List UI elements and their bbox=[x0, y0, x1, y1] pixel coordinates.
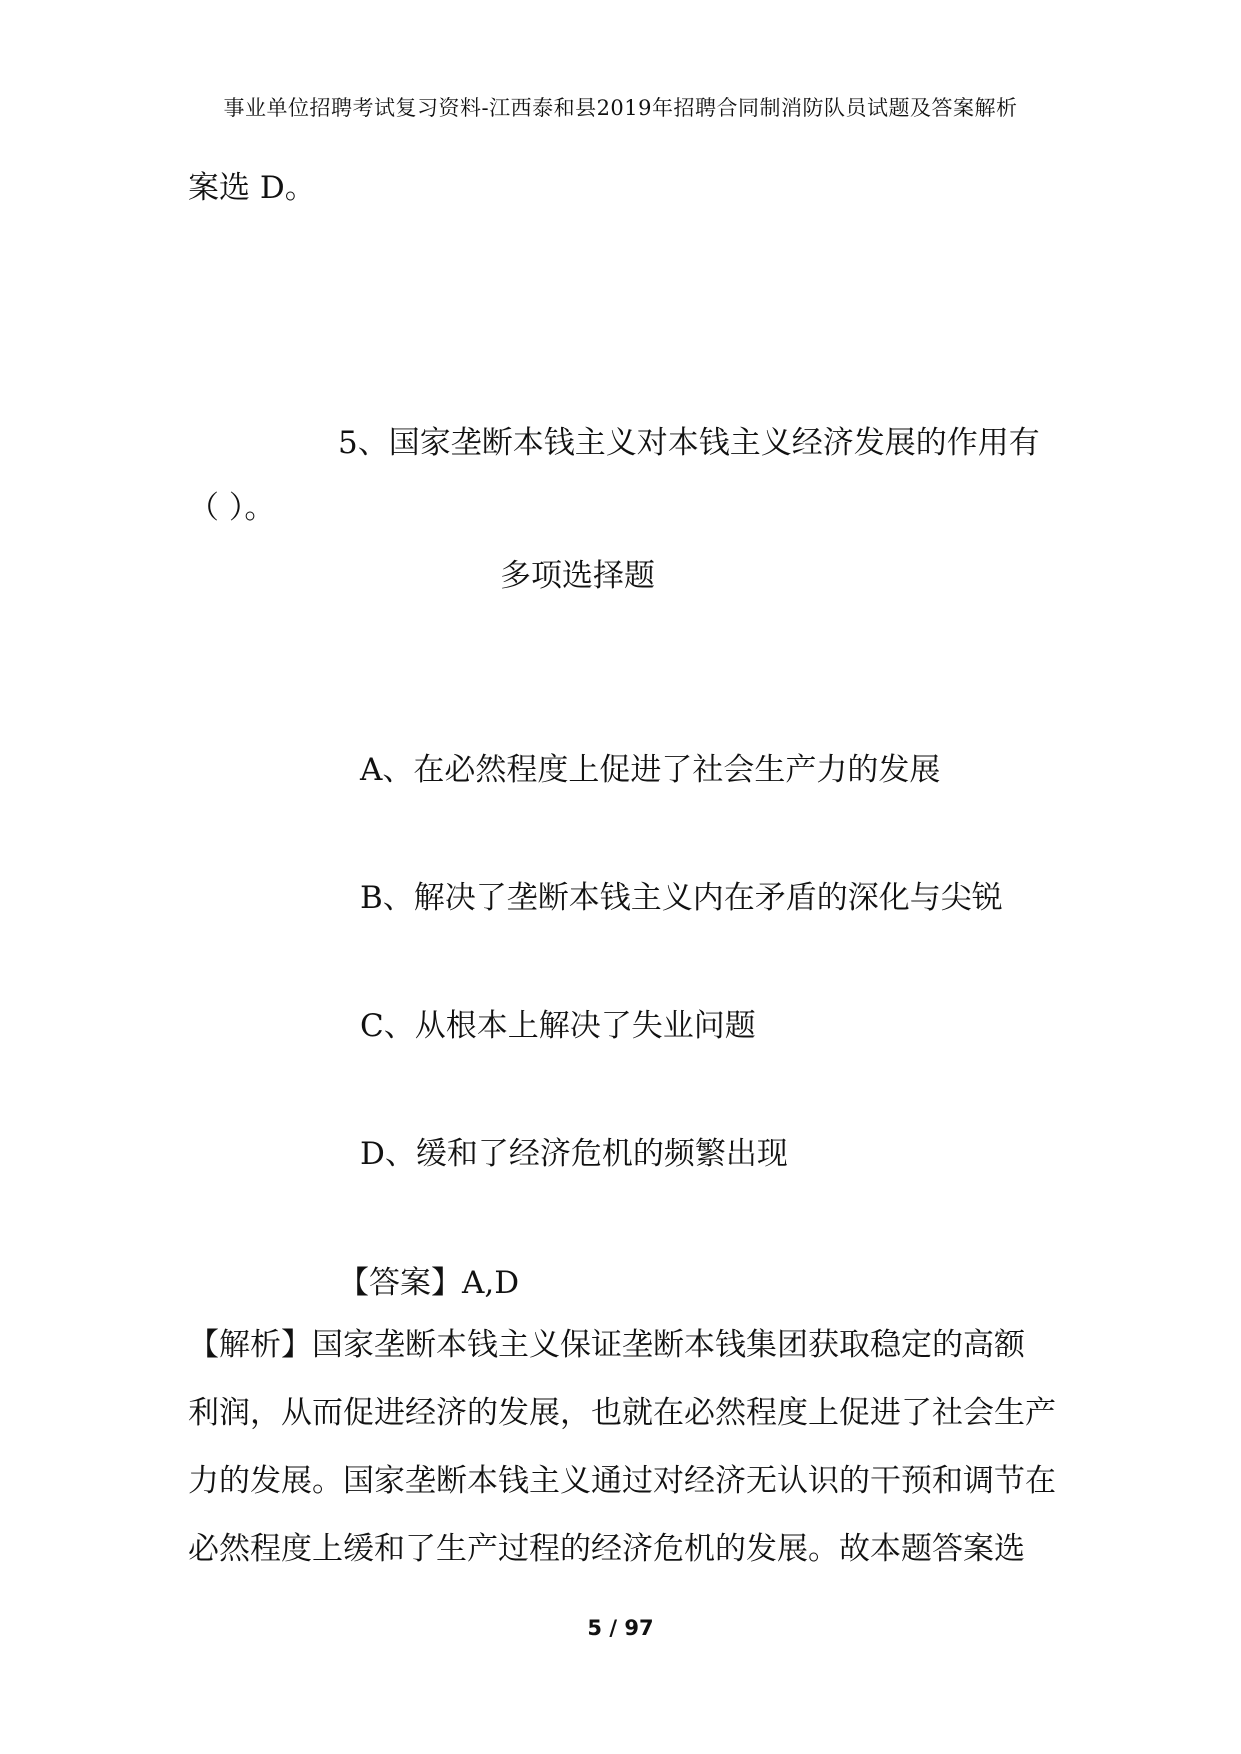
previous-answer-tail: 案选 D。 bbox=[188, 170, 316, 206]
analysis-line-3: 力的发展。国家垄断本钱主义通过对经济无认识的干预和调节在 bbox=[188, 1463, 1056, 1499]
analysis-line-2: 利润，从而促进经济的发展，也就在必然程度上促进了社会生产 bbox=[188, 1395, 1056, 1431]
page-header-title: 事业单位招聘考试复习资料-江西泰和县2019年招聘合同制消防队员试题及答案解析 bbox=[223, 96, 1018, 120]
option-a: A、在必然程度上促进了社会生产力的发展 bbox=[360, 752, 941, 788]
question-stem: 5、国家垄断本钱主义对本钱主义经济发展的作用有 bbox=[338, 425, 1040, 461]
analysis-line-1: 【解析】国家垄断本钱主义保证垄断本钱集团获取稳定的高额 bbox=[188, 1327, 1025, 1363]
option-c: C、从根本上解决了失业问题 bbox=[360, 1008, 756, 1044]
question-blank: （ ）。 bbox=[188, 490, 276, 526]
answer-line bbox=[338, 1265, 519, 1302]
option-d: D、缓和了经济危机的频繁出现 bbox=[360, 1136, 788, 1172]
question-type: 多项选择题 bbox=[500, 558, 655, 594]
page-number: 5 / 97 bbox=[587, 1616, 654, 1640]
analysis-line-4: 必然程度上缓和了生产过程的经济危机的发展。故本题答案选 bbox=[188, 1531, 1025, 1567]
option-b: B、解决了垄断本钱主义内在矛盾的深化与尖锐 bbox=[360, 880, 1003, 916]
answer-label: 【答案】 bbox=[338, 1265, 462, 1301]
answer-value: A,D bbox=[462, 1265, 520, 1301]
